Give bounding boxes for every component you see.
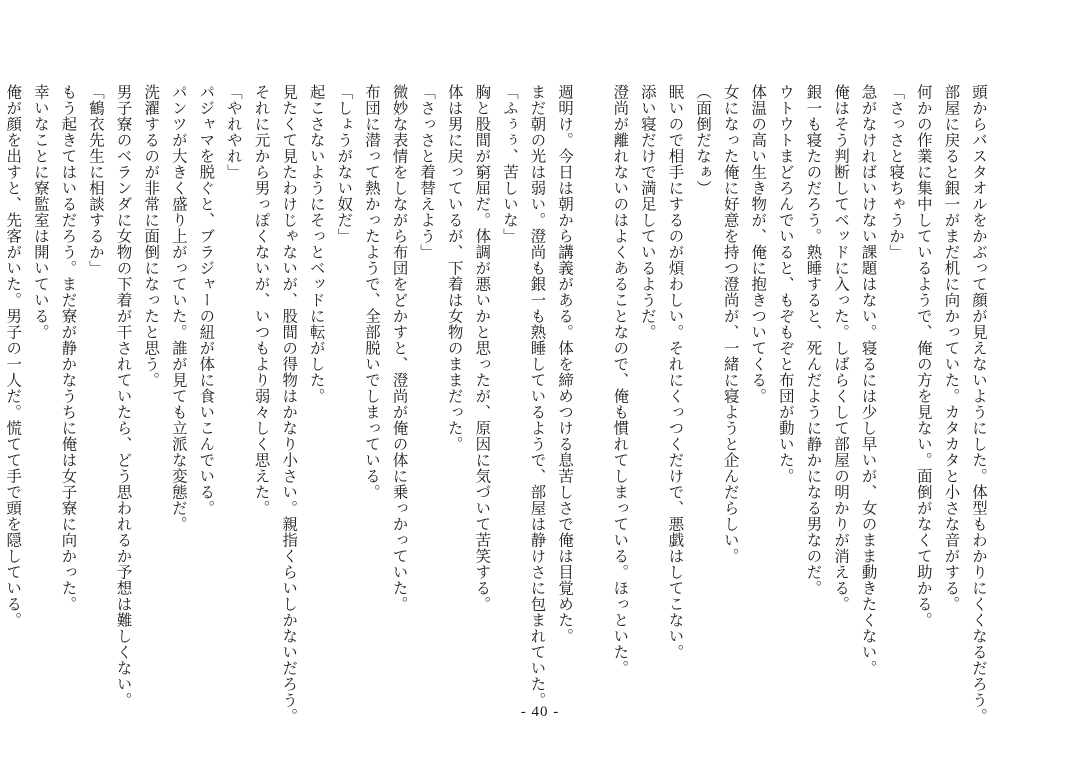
text-line: 澄尚が離れないのはよくあることなので、俺も慣れてしまっている。ほっといた。 xyxy=(611,84,630,676)
text-line: 胸と股間が窮屈だ。体調が悪いかと思ったが、原因に気づいて苦笑する。 xyxy=(473,84,492,612)
text-line: 「ふぅぅ、苦しいな」 xyxy=(500,84,519,244)
text-line: 急がなければいけない課題はない。寝るには少し早いが、女のまま動きたくない。 xyxy=(859,84,878,676)
text-line: 部屋に戻ると銀一がまだ机に向かっていた。カタカタと小さな音がする。 xyxy=(942,84,961,612)
text-line: 「さっさと寝ちゃうか」 xyxy=(887,84,906,260)
text-line: もう起きてはいるだろう。まだ寮が静かなうちに俺は女子寮に向かった。 xyxy=(59,84,78,612)
text-line: 洗濯するのが非常に面倒になったと思う。 xyxy=(142,84,161,388)
text-line: 体は男に戻っているが、下着は女物のままだった。 xyxy=(445,84,464,452)
text-line: （面倒だなぁ） xyxy=(694,84,713,196)
text-line: 眠いので相手にするのが煩わしい。それにくっつくだけで、悪戯はしてこない。 xyxy=(666,84,685,660)
text-line: 頭からバスタオルをかぶって顔が見えないようにした。体型もわかりにくくなるだろう。 xyxy=(970,84,988,724)
page-number: - 40 - xyxy=(520,704,560,720)
text-line: 微妙な表情をしながら布団をどかすと、澄尚が俺の体に乗っかっていた。 xyxy=(390,84,409,612)
text-line: 「しょうがない奴だ」 xyxy=(335,84,354,244)
text-line: ウトウトまどろんでいると、もぞもぞと布団が動いた。 xyxy=(776,84,795,484)
text-line: 体温の高い生き物が、俺に抱きついてくる。 xyxy=(749,84,768,404)
text-line: 俺はそう判断してベッドに入った。しばらくして部屋の明かりが消える。 xyxy=(832,84,851,612)
text-line: 見たくて見たわけじゃないが、股間の得物はかなり小さい。親指くらいしかないだろう。 xyxy=(280,84,299,724)
text-line: 布団に潜って熱かったようで、全部脱いでしまっている。 xyxy=(362,84,381,500)
text-line: パンツが大きく盛り上がっていた。誰が見ても立派な変態だ。 xyxy=(169,84,188,532)
text-line: 女になった俺に好意を持つ澄尚が、一緒に寝ようと企んだらしい。 xyxy=(721,84,740,564)
text-line: 「鶴衣先生に相談するか」 xyxy=(87,84,105,276)
text-line: パジャマを脱ぐと、ブラジャーの紐が体に食いこんでいる。 xyxy=(197,84,216,516)
blank-line xyxy=(578,84,606,704)
text-line: それに元から男っぽくないが、いつもより弱々しく思えた。 xyxy=(252,84,271,516)
text-line: 男子寮のベランダに女物の下着が干されていたら、どう思われるか予想は難しくない。 xyxy=(114,84,133,708)
text-line: 「やれやれ」 xyxy=(224,84,243,180)
text-line: 何かの作業に集中しているようで、俺の方を見ない。面倒がなくて助かる。 xyxy=(914,84,933,628)
text-line: 幸いなことに寮監室は開いている。 xyxy=(31,84,50,340)
text-line: 俺が顔を出すと、先客がいた。男子の一人だ。慌てて手で頭を隠している。 xyxy=(4,84,23,628)
text-line: 添い寝だけで満足しているようだ。 xyxy=(638,84,657,340)
text-line: 「さっさと着替えよう」 xyxy=(418,84,437,260)
text-line: 銀一も寝たのだろう。熟睡すると、死んだように静かになる男なのだ。 xyxy=(804,84,823,596)
text-line: 週明け。今日は朝から講義がある。体を締めつける息苦しさで俺は目覚めた。 xyxy=(556,84,575,644)
text-line: まだ朝の光は弱い。澄尚も銀一も熟睡しているようで、部屋は静けさに包まれていた。 xyxy=(528,84,547,708)
text-line: 起こさないようにそっとベッドに転がした。 xyxy=(307,84,326,404)
